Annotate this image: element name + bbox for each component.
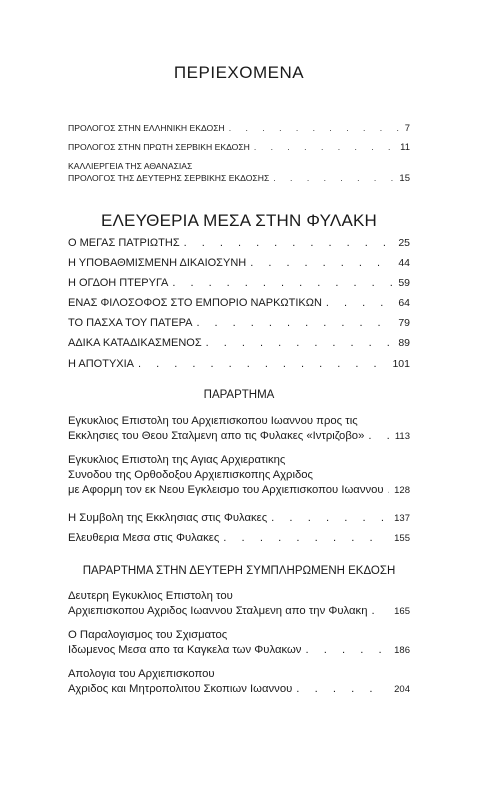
entry-page-number: 165	[394, 606, 410, 617]
toc-entry-appendix2-3[interactable]	[68, 667, 410, 697]
entry-page-number: 79	[398, 317, 410, 329]
toc-entry-appendix-4[interactable]	[68, 531, 410, 546]
toc-entry-chapter-6[interactable]	[68, 336, 410, 350]
entry-title: ΠΡΟΛΟΓΟΣ ΣΤΗΝ ΕΛΛΗΝΙΚΗ ΕΚΔΟΣΗ	[68, 123, 225, 133]
toc-entry-cultivation-of-immortality[interactable]	[68, 160, 410, 185]
appendix2-title: ΠΑΡΑΡΤΗΜΑ ΣΤΗΝ ΔΕΥΤΕΡΗ ΣΥΜΠΛΗΡΩΜΕΝΗ ΕΚΔΟΣΗ	[82, 565, 396, 577]
appendix-title: ΠΑΡΑΡΤΗΜΑ	[203, 389, 275, 401]
entry-title: Ελευθερια Μεσα στις Φυλακες	[68, 532, 220, 544]
dot-leader	[326, 296, 392, 310]
entry-title: Εγκυκλιος Επιστολη της Αγιας Αρχιερατικης	[68, 454, 286, 466]
entry-title: Εγκυκλιος Επιστολη του Αρχιεπισκοπου Ιωαννου προς τις	[68, 415, 358, 427]
dot-leader	[229, 122, 399, 134]
entry-page-number: 204	[394, 684, 410, 695]
dot-leader	[296, 682, 388, 697]
dot-leader	[271, 511, 388, 526]
dot-leader	[371, 604, 388, 619]
entry-title: Ο ΜΕΓΑΣ ΠΑΤΡΙΩΤΗΣ	[68, 237, 180, 249]
entry-title: Ο Παραλογισμος του Σχισματος	[68, 629, 228, 641]
dot-leader	[250, 256, 392, 270]
entry-page-number: 7	[404, 123, 410, 134]
entry-page-number: 113	[394, 431, 410, 442]
entry-title-continued: Συνοδου της Ορθοδοξου Αρχιεπισκοπης Αχριδος	[68, 469, 313, 481]
entry-title: Η ΟΓΔΟΗ ΠΤΕΡΥΓΑ	[68, 277, 169, 289]
entry-page-number: 59	[398, 277, 410, 289]
entry-page-number: 101	[392, 358, 410, 370]
entry-title-continued: Αχριδος και Μητροπολιτου Σκοπιων Ιωαννου	[68, 683, 293, 695]
dot-leader	[254, 141, 394, 153]
toc-entry-chapter-4[interactable]	[68, 296, 410, 310]
entry-title: Απολογια του Αρχιεπισκοπου	[68, 668, 215, 680]
toc-entry-appendix-3[interactable]	[68, 511, 410, 526]
entry-page-number: 89	[398, 337, 410, 349]
entry-title-continued: Ιδωμενος Μεσα απο τα Καγκελα των Φυλακων	[68, 644, 302, 656]
page-title: ΠΕΡΙΕΧΟΜΕΝΑ	[173, 63, 305, 82]
dot-leader	[172, 276, 392, 290]
entry-page-number: 25	[398, 237, 410, 249]
dot-leader	[138, 357, 386, 371]
toc-entry-chapter-1[interactable]	[68, 236, 410, 250]
dot-leader	[368, 429, 388, 444]
entry-title-continued: Αρχιεπισκοπου Αχριδος Ιωαννου Σταλμενη απο την Φυλακη	[68, 605, 368, 617]
entry-title: Η ΑΠΟΤΥΧΙΑ	[68, 358, 135, 370]
entry-title: ΤΟ ΠΑΣΧΑ ΤΟΥ ΠΑΤΕΡΑ	[68, 317, 193, 329]
part-title: ΕΛΕΥΘΕΡΙΑ ΜΕΣΑ ΣΤΗΝ ΦΥΛΑΚΗ	[100, 211, 378, 230]
entry-title: Δευτερη Εγκυκλιος Επιστολη του	[68, 590, 233, 602]
entry-title-continued: Εκκλησιες του Θεου Σταλμενη απο τις Φυλακες «Ιντριζοβο»	[68, 430, 365, 442]
entry-page-number: 44	[398, 257, 410, 269]
entry-page-number: 11	[400, 142, 410, 153]
toc-entry-appendix-1[interactable]	[68, 414, 410, 444]
dot-leader	[196, 316, 392, 330]
dot-leader	[305, 643, 388, 658]
dot-leader	[184, 236, 393, 250]
entry-title: ΕΝΑΣ ΦΙΛΟΣΟΦΟΣ ΣΤΟ ΕΜΠΟΡΙΟ ΝΑΡΚΩΤΙΚΩΝ	[68, 297, 322, 309]
entry-title: ΚΑΛΛΙΕΡΓΕΙΑ ΤΗΣ ΑΘΑΝΑΣΙΑΣ	[68, 161, 193, 171]
toc-entry-appendix2-1[interactable]	[68, 589, 410, 619]
entry-title: Η ΥΠΟΒΑΘΜΙΣΜΕΝΗ ΔΙΚΑΙΟΣΥΝΗ	[68, 257, 247, 269]
toc-entry-preface-first-serbian[interactable]	[68, 141, 410, 154]
toc-entry-chapter-3[interactable]	[68, 276, 410, 290]
entry-page-number: 15	[399, 173, 410, 184]
entry-title: ΠΡΟΛΟΓΟΣ ΣΤΗΝ ΠΡΩΤΗ ΣΕΡΒΙΚΗ ΕΚΔΟΣΗ	[68, 142, 250, 152]
toc-entry-preface-greek[interactable]	[68, 122, 410, 135]
toc-entry-appendix-2[interactable]	[68, 453, 410, 498]
entry-subtitle: ΠΡΟΛΟΓΟΣ ΤΗΣ ΔΕΥΤΕΡΗΣ ΣΕΡΒΙΚΗΣ ΕΚΔΟΣΗΣ	[68, 173, 270, 183]
toc-entry-chapter-2[interactable]	[68, 256, 410, 270]
dot-leader	[273, 172, 393, 184]
entry-title: ΑΔΙΚΑ ΚΑΤΑΔΙΚΑΣΜΕΝΟΣ	[68, 337, 202, 349]
entry-page-number: 137	[394, 513, 410, 524]
dot-leader	[223, 531, 388, 546]
toc-entry-chapter-7[interactable]	[68, 357, 410, 371]
entry-page-number: 186	[394, 645, 410, 656]
dot-leader	[388, 483, 389, 498]
entry-page-number: 64	[398, 297, 410, 309]
entry-title-continued: με Αφορμη τον εκ Νεου Εγκλεισμο του Αρχιεπισκοπου Ιωαννου	[68, 484, 384, 496]
entry-page-number: 155	[394, 533, 410, 544]
entry-page-number: 128	[394, 485, 410, 496]
toc-entry-appendix2-2[interactable]	[68, 628, 410, 658]
dot-leader	[206, 336, 393, 350]
entry-title: Η Συμβολη της Εκκλησιας στις Φυλακες	[68, 512, 268, 524]
toc-entry-chapter-5[interactable]	[68, 316, 410, 330]
